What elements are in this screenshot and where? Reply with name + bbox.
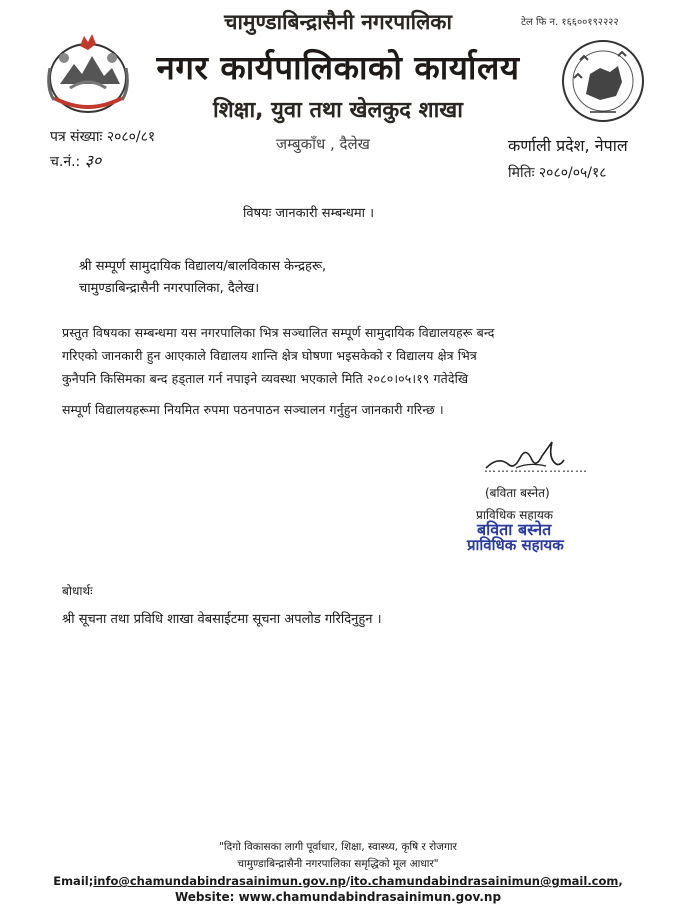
branch-name: शिक्षा, युवा तथा खेलकुद शाखा	[213, 98, 463, 123]
body-line-2: गरिएको जानकारी हुन आएकाले विद्यालय शान्ति क्षेत्र घोषणा भइसकेको र विद्यालय क्षेत्र भित्र	[62, 348, 477, 363]
letter-number	[50, 127, 155, 146]
province-name: कर्णाली प्रदेश, नेपाल	[508, 136, 628, 155]
signatory-title: प्राविधिक सहायक	[476, 508, 554, 522]
website-label: Website:	[174, 890, 235, 904]
footer-slogan-2: चामुण्डाबिन्द्रासैनी नगरपालिका समृद्धिको मूल आधार"	[237, 858, 439, 870]
footer-email	[0, 874, 676, 888]
tel-number: टेल फि न. १६६००१९२२२२	[521, 17, 619, 28]
stamp-name: बविता बस्नेत	[477, 520, 552, 539]
subject-line: विषयः जानकारी सम्बन्धमा ।	[243, 206, 375, 221]
nepal-emblem-icon	[40, 28, 136, 120]
stamp-title: प्राविधिक सहायक	[467, 536, 564, 554]
letter-number-value: २०८०/८१	[106, 129, 156, 145]
body-line-4: सम्पूर्ण विद्यालयहरूमा नियमित रुपमा पठनपाठन सञ्चालन गर्नुहुन जानकारी गरिन्छ ।	[62, 402, 444, 417]
body-line-3: कुनैपनि किसिमका बन्द हड्ताल गर्न नपाइने व्यवस्था भएकाले मिति २०८०।०५।१९ गतेदेखि	[62, 371, 469, 386]
letter-number-label: पत्र संख्याः	[50, 129, 103, 145]
cc-item: श्री सूचना तथा प्रविधि शाखा वेबसाईटमा सूचना अपलोड गरिदिनुहुन ।	[62, 612, 382, 627]
addressee-line-2: चामुण्डाबिन्द्रासैनी नगरपालिका, दैलेख।	[79, 281, 260, 296]
office-title: नगर कार्यपालिकाको कार्यालय	[156, 48, 520, 87]
municipality-seal-icon	[560, 38, 646, 124]
footer-slogan-1: "दिगो विकासका लागी पूर्वाधार, शिक्षा, स्वास्थ्य, कृषि र रोजगार	[219, 841, 457, 853]
dispatch-number-label: च.नं.:	[50, 154, 81, 170]
date-label: मितिः	[508, 165, 535, 181]
signatory-name: (बविता बस्नेत)	[485, 486, 550, 500]
date-value: २०८०/०५/१८	[538, 165, 607, 181]
footer-website	[0, 890, 676, 904]
municipality-name: चामुण्डाबिन्द्रासैनी नगरपालिका	[224, 10, 452, 34]
addressee-line-1: श्री सम्पूर्ण सामुदायिक विद्यालय/बालविकास केन्द्रहरू,	[79, 259, 327, 274]
email-separator: /	[345, 874, 351, 888]
email-link-2[interactable]: ito.chamundabindrasainimun@gmail.com	[350, 874, 619, 888]
email-label: Email;	[53, 874, 94, 888]
letter-date	[508, 163, 607, 182]
email-link-1[interactable]: info@chamundabindrasainimun.gov.np	[93, 874, 346, 888]
dispatch-number	[50, 149, 101, 171]
email-end: ,	[618, 874, 623, 888]
website-link[interactable]: www.chamundabindrasainimun.gov.np	[238, 890, 502, 904]
dispatch-number-value: ३०	[84, 151, 102, 170]
body-line-1: प्रस्तुत विषयका सम्बन्धमा यस नगरपालिका भित्र सञ्चालित सम्पूर्ण सामुदायिक विद्यालयहरू बन्द	[62, 325, 495, 340]
place-name: जम्बुकाँध , दैलेख	[276, 135, 370, 153]
signature-dots: ……………………	[484, 461, 588, 475]
cc-label: बोधार्थः	[62, 584, 93, 598]
